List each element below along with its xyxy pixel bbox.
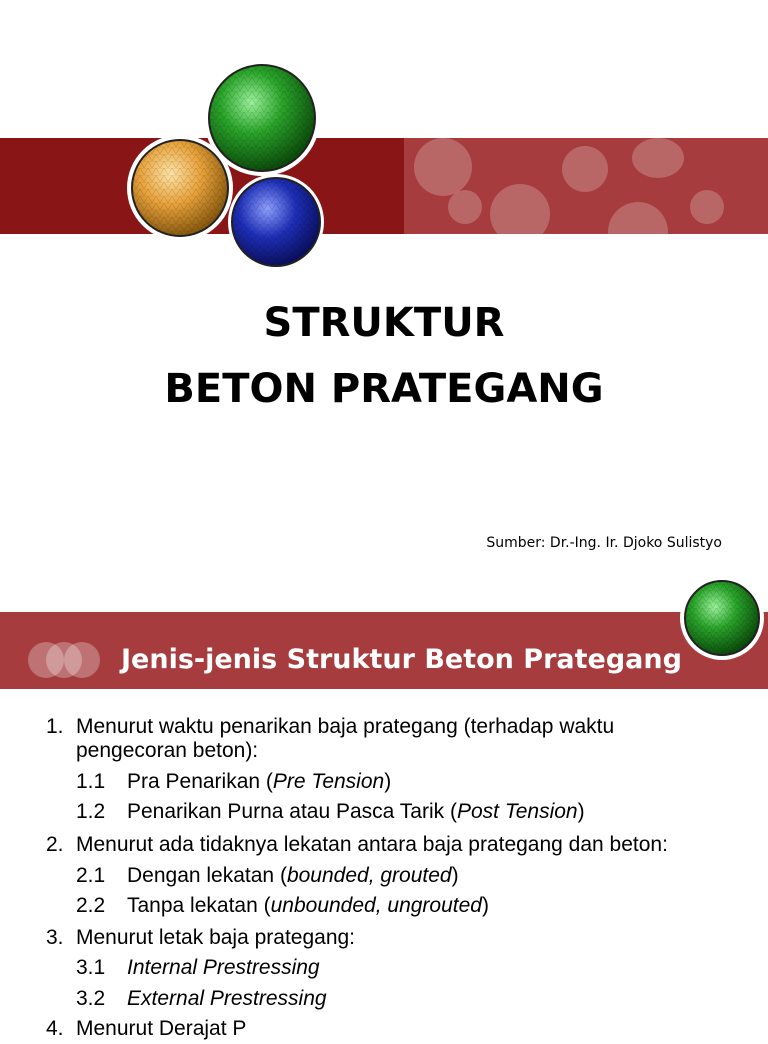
title-line-2: BETON PRATEGANG (164, 366, 604, 412)
content-slide: Jenis-jenis Struktur Beton Prategang 1. Menurut waktu penarikan baja prategang (terhadap waktu pengecoran beton): 1.1 Pra Penarikan (Pre Tension) 1.2 Penarikan Purna atau Pasca Tarik (Post Tension) 2. Menurut ada tidaknya lekatan antara baja prategang dan beton: 2.1 Dengan lekatan (bounded, grouted) 2.2 Tanpa lekatan (unbounded, ungrouted) 3. Menurut letak baja prategang: 3.1 Internal Prestressing 3.2 External Prestressing 4. Menurut Derajat P (0, 600, 768, 1024)
spheres-logo (0, 0, 768, 300)
section-header-band (0, 612, 768, 689)
section-title: Jenis-jenis Struktur Beton Prategang (121, 644, 682, 675)
green-sphere-icon (204, 60, 320, 176)
source-credit: Sumber: Dr.-Ing. Ir. Djoko Sulistyo (486, 535, 722, 551)
blue-sphere-icon (228, 174, 324, 270)
title-line-1: STRUKTUR (263, 300, 505, 346)
green-sphere-small-icon (678, 572, 768, 662)
